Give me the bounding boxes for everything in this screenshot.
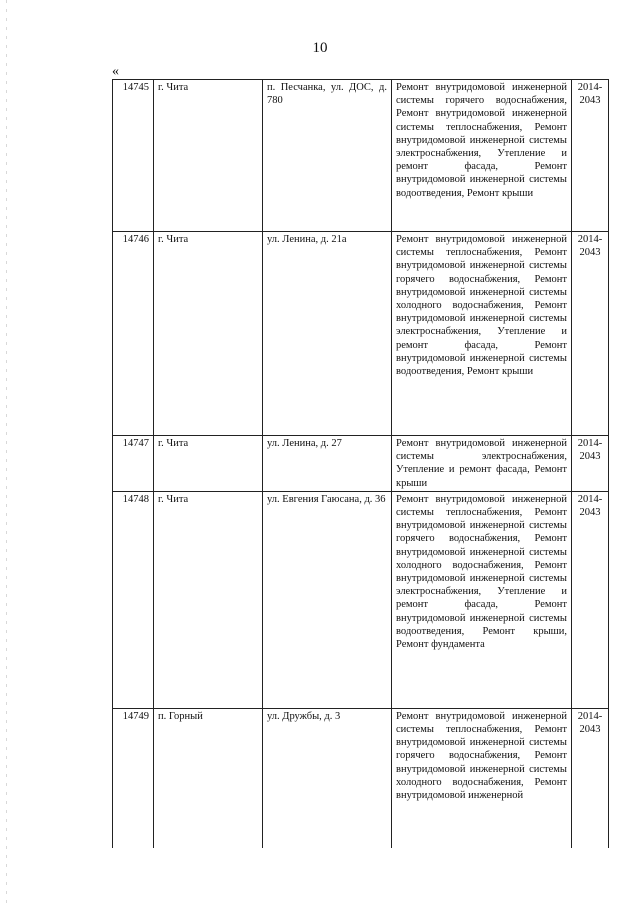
row-works: Ремонт внутридомовой инженерной системы теплоснабжения, Ремонт внутридомовой инженерной системы горячего водоснабжения, Ремонт внутридомовой инженерной системы холодного водоснабжения, Ремонт внутридомовой инженерной системы электроснабжения, Утепление и ремонт фасада, Ремонт внутридомовой инженерной системы водоотведения, Ремонт крыши, Ремонт фундамента: [392, 491, 572, 708]
row-id: 14745: [113, 80, 154, 232]
scan-edge-marks: [6, 0, 7, 905]
row-locality: г. Чита: [154, 436, 263, 492]
table-row: [113, 491, 609, 708]
row-period: 2014-2043: [572, 436, 609, 492]
row-address: ул. Дружбы, д. 3: [263, 708, 392, 848]
row-address: ул. Ленина, д. 21а: [263, 232, 392, 436]
row-works: Ремонт внутридомовой инженерной системы теплоснабжения, Ремонт внутридомовой инженерной системы горячего водоснабжения, Ремонт внутридомовой инженерной системы холодного водоснабжения, Ремонт внутридомовой инженерной системы электроснабжения, Утепление и ремонт фасада, Ремонт внутридомовой инженерной системы водоотведения, Ремонт крыши: [392, 232, 572, 436]
row-address: ул. Евгения Гаюсана, д. 36: [263, 491, 392, 708]
row-period: 2014-2043: [572, 491, 609, 708]
row-address: п. Песчанка, ул. ДОС, д. 780: [263, 80, 392, 232]
row-locality: г. Чита: [154, 491, 263, 708]
row-id: 14747: [113, 436, 154, 492]
row-id: 14749: [113, 708, 154, 848]
opening-quote: «: [112, 64, 119, 79]
table-row: [113, 708, 609, 848]
row-id: 14748: [113, 491, 154, 708]
row-locality: г. Чита: [154, 80, 263, 232]
buildings-repair-table: [112, 79, 609, 848]
page-number: 10: [312, 40, 328, 56]
row-works: Ремонт внутридомовой инженерной системы теплоснабжения, Ремонт внутридомовой инженерной системы горячего водоснабжения, Ремонт внутридомовой инженерной системы холодного водоснабжения, Ремонт внутридомовой инженерной: [392, 708, 572, 848]
row-locality: г. Чита: [154, 232, 263, 436]
row-address: ул. Ленина, д. 27: [263, 436, 392, 492]
row-locality: п. Горный: [154, 708, 263, 848]
table-row: [113, 232, 609, 436]
row-works: Ремонт внутридомовой инженерной системы горячего водоснабжения, Ремонт внутридомовой инженерной системы теплоснабжения, Ремонт внутридомовой инженерной системы электроснабжения, Утепление и ремонт фасада, Ремонт внутридомовой инженерной системы водоотведения, Ремонт крыши: [392, 80, 572, 232]
row-period: 2014-2043: [572, 80, 609, 232]
row-period: 2014-2043: [572, 232, 609, 436]
table-row: [113, 80, 609, 232]
row-period: 2014-2043: [572, 708, 609, 848]
row-works: Ремонт внутридомовой инженерной системы электроснабжения, Утепление и ремонт фасада, Ремонт крыши: [392, 436, 572, 492]
table-row: [113, 436, 609, 492]
row-id: 14746: [113, 232, 154, 436]
